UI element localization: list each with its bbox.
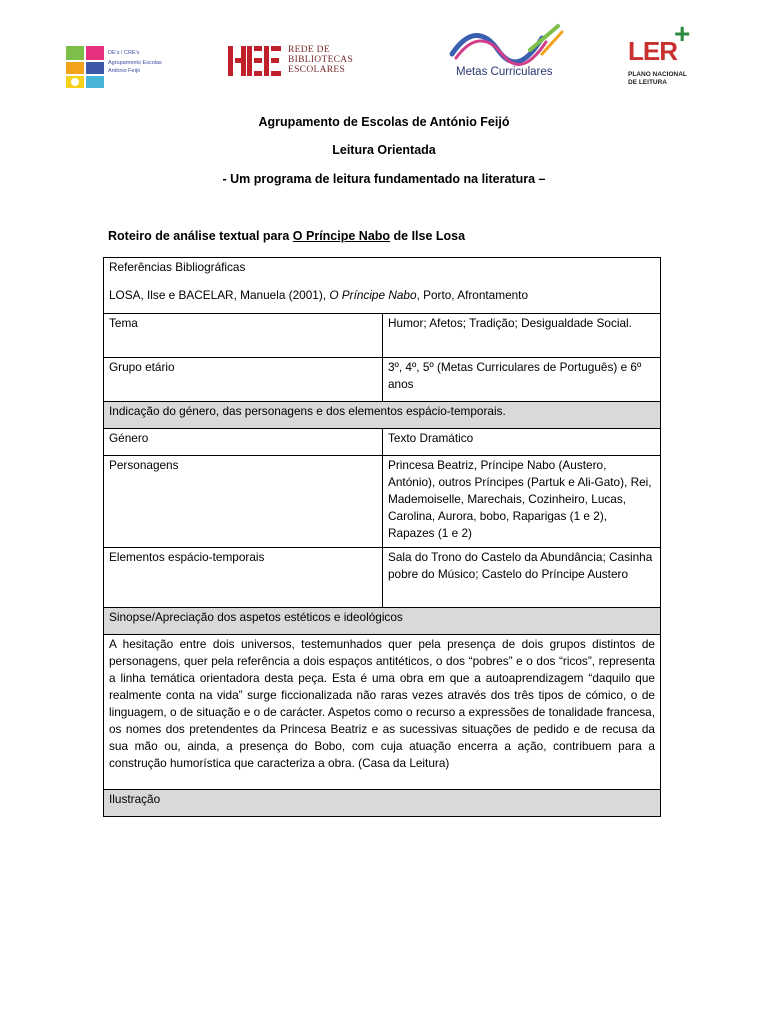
rbe-logo [228,44,368,84]
table-row [104,456,661,548]
analysis-table [103,257,661,817]
agrupamento-logo [64,44,180,90]
synopsis-text: A hesitação entre dois universos, testemunhados quer pela presença de dois grupos distintos de personagens, quer pela referência a dois espaços antitéticos, o dos “pobres” e o dos “ricos”, representa a linha temática orientadora desta peça. Esta é uma obra em que a autoaprendizagem “daquilo que realmente conta na vida” surge ficcionalizada não raras vezes através dos três tipos de cómico, o de linguagem, o de situação e o de carácter. Aspetos como o recurso a expressões de tonalidade francesa, os nomes dos pretendentes da Princesa Beatriz e as sucessivas situações de pedido e de recusa da sua mão ou, ainda, a presença do Bobo, com cuja atuação encerra a ação, contribuem para a construção humorística que caracteriza a obra. (Casa da Leitura) [104,635,661,790]
section-heading: Indicação do género, das personagens e dos elementos espácio-temporais. [104,402,661,429]
plus-icon: + [674,18,691,49]
row-label: Grupo etário [104,358,383,402]
ler-logo-sub-line: PLANO NACIONAL [628,71,687,78]
row-label: Personagens [104,456,383,548]
logo1-line: DE's / CRE's [108,50,140,56]
table-row [104,258,661,314]
reference-title: O Príncipe Nabo [329,288,417,302]
roteiro-title [108,229,465,243]
rbe-logo-line: REDE DE [288,45,330,55]
row-label: Elementos espácio-temporais [104,548,383,608]
table-row [104,548,661,608]
table-row [104,635,661,790]
section-heading: Sinopse/Apreciação dos aspetos estéticos e ideológicos [104,608,661,635]
roteiro-prefix: Roteiro de análise textual para [108,229,293,243]
row-value: 3º, 4º, 5º (Metas Curriculares de Português) e 6º anos [383,358,661,402]
references-cell [104,258,661,314]
rbe-logo-line: BIBLIOTECAS [288,55,354,65]
section-heading: Ilustração [104,790,661,817]
ler-logo-word: LER [628,36,677,66]
reference-authors: LOSA, Ilse e BACELAR, Manuela (2001), [109,288,330,302]
row-label: Género [104,429,383,456]
rbe-logo-line: ESCOLARES [288,65,346,75]
row-label: Tema [104,314,383,358]
school-title: Agrupamento de Escolas de António Feijó [258,115,510,129]
reference-publisher: , Porto, Afrontamento [416,288,529,302]
row-value: Princesa Beatriz, Príncipe Nabo (Austero, António), outros Príncipes (Partuk e Ali-Gato), Rei, Mademoiselle, Marechais, Cozinheiro, Lucas, Carolina, Aurora, bobo, Raparigas (1 e 2), Rapazes (1 e 2) [383,456,661,548]
book-title: O Príncipe Nabo [292,229,391,243]
agrupamento-logo-mark [64,44,108,90]
row-value: Sala do Trono do Castelo da Abundância; Casinha pobre do Músico; Castelo do Príncipe Austero [383,548,661,608]
table-row [104,358,661,402]
table-row [104,402,661,429]
logo1-line: Agrupamento Escolas [108,60,162,66]
metas-logo-text: Metas Curriculares [456,66,553,78]
row-value: Humor; Afetos; Tradição; Desigualdade Social. [383,314,661,358]
roteiro-suffix: de Ilse Losa [390,229,466,243]
rbe-logo-mark [228,46,282,76]
table-row [104,608,661,635]
ler-logo-sub [628,71,687,87]
table-row [104,314,661,358]
ler-logo [624,18,700,90]
program-subtitle: - Um programa de leitura fundamentado na literatura – [222,172,546,186]
row-value: Texto Dramático [383,429,661,456]
rbe-logo-text [288,45,353,75]
logo1-line: António Feijó [108,68,141,74]
metas-curriculares-logo [446,20,568,84]
program-title: Leitura Orientada [332,143,436,157]
table-row [104,429,661,456]
ler-logo-sub-line: DE LEITURA [628,79,667,86]
reference-entry [109,287,655,304]
references-heading: Referências Bibliográficas [109,260,246,274]
metas-swoosh-icon [446,20,568,68]
table-row [104,790,661,817]
